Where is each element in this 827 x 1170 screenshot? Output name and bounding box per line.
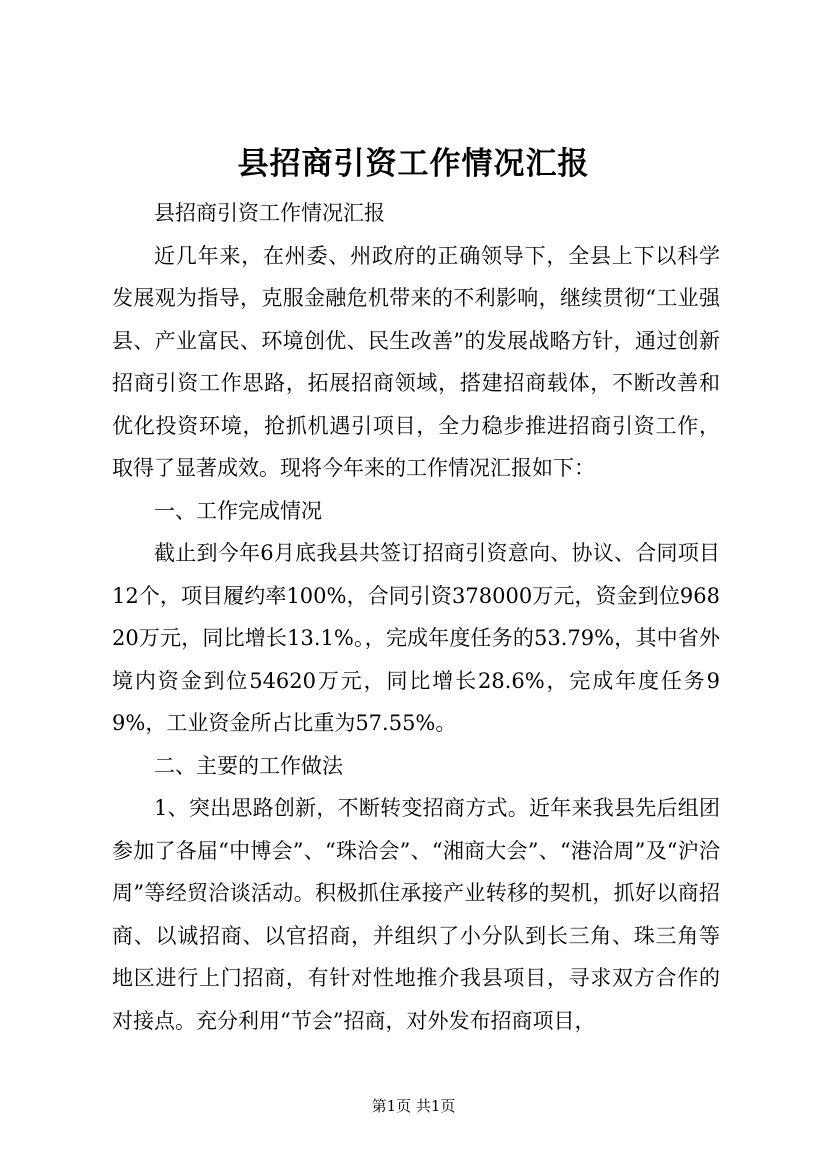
paragraph-intro: 近几年来，在州委、州政府的正确领导下，全县上下以科学发展观为指导，克服金融危机带来的不利影响，继续贯彻“工业强县、产业富民、环境创优、民生改善”的发展战略方针，通过创新招商引资工作思路，拓展招商领域，搭建招商载体，不断改善和优化投资环境，抢抓机遇引项目，全力稳步推进招商引资工作，取得了显著成效。现将今年来的工作情况汇报如下： (112, 243, 720, 480)
document-body (112, 192, 720, 1042)
paragraph-subtitle: 县招商引资工作情况汇报 (154, 201, 385, 225)
page-footer: 第1页 共1页 (371, 1097, 456, 1115)
section-heading-2: 二、主要的工作做法 (154, 753, 343, 778)
paragraph-approach-1: 1、突出思路创新，不断转变招商方式。近年来我县先后组团参加了各届“中博会”、“珠洽会”、“湘商大会”、“港洽周”及“沪洽周”等经贸洽谈活动。积极抓住承接产业转移的契机，抓好以商招商、以诚招商、以官招商，并组织了小分队到长三角、珠三角等地区进行上门招商，有针对性地推介我县项目，寻求双方合作的对接点。充分利用“节会”招商，对外发布招商项目， (112, 796, 720, 1033)
document-title: 县招商引资工作情况汇报 (237, 146, 590, 182)
paragraph-completion: 截止到今年6月底我县共签订招商引资意向、协议、合同项目12个，项目履约率100%，合同引资378000万元，资金到位96820万元，同比增长13.1%。，完成年度任务的53.79%，其中省外境内资金到位54620万元，同比增长28.6%，完成年度任务99%，工业资金所占比重为57.55%。 (112, 541, 720, 735)
section-heading-1: 一、工作完成情况 (154, 498, 322, 523)
